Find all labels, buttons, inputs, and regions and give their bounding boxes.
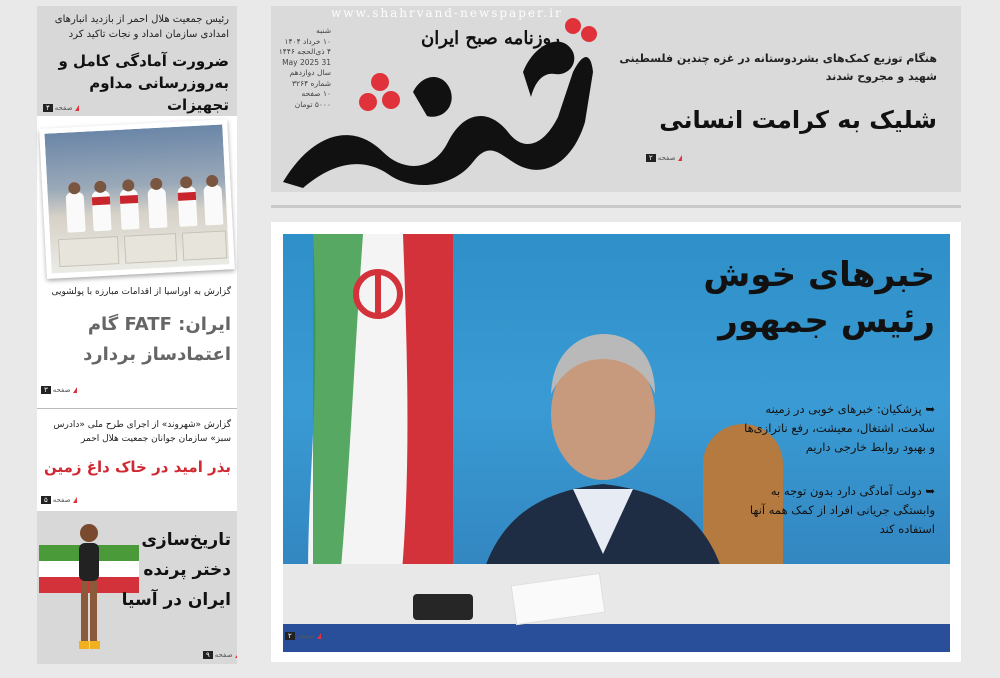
page-number: ۵ — [41, 496, 51, 504]
page-number: ۴ — [43, 104, 53, 112]
triangle-icon — [678, 155, 682, 161]
divider — [271, 205, 961, 208]
meta-date-fa: ۱۰ خرداد ۱۴۰۴ — [284, 36, 331, 46]
page-number: ۲ — [646, 154, 656, 162]
page-label: صفحه — [54, 104, 73, 112]
meta-year: سال دوازدهم — [289, 68, 331, 77]
page-reference[interactable] — [41, 386, 77, 394]
story-headline-fatf[interactable]: ایران: FATF گام اعتمادساز بردارد — [83, 314, 231, 365]
story-headline[interactable]: تاریخ‌سازی دختر پرنده ایران در آسیا — [121, 530, 231, 610]
triangle-icon — [73, 387, 77, 393]
triangle-icon — [317, 633, 321, 639]
main-headline[interactable]: خبرهای خوش رئیس جمهور — [703, 255, 935, 341]
triangle-icon — [75, 105, 79, 111]
issue-meta — [273, 26, 331, 110]
arrow-icon: ➥ — [925, 484, 935, 498]
page-label: صفحه — [214, 651, 233, 659]
story-headline-green-plan[interactable]: بذر امید در خاک داغ زمین — [43, 458, 231, 476]
story-athlete[interactable] — [37, 511, 237, 664]
page-number: ۳ — [41, 386, 51, 394]
meta-day: شنبه — [316, 26, 331, 35]
divider — [37, 408, 237, 409]
triangle-icon — [235, 652, 237, 658]
story-headline-gaza[interactable]: شلیک به کرامت انسانی — [659, 106, 937, 134]
page-number: ۹ — [203, 651, 213, 659]
meta-date-hijri: ۴ ذی‌الحجه ۱۴۴۶ — [278, 47, 331, 56]
page-label: صفحه — [52, 496, 71, 504]
story-headline[interactable]: ضرورت آمادگی کامل و به‌روزرسانی مداوم تجهیزات — [58, 52, 229, 114]
meta-issue: شماره ۳۲۶۴ — [292, 78, 331, 88]
page-reference[interactable] — [646, 154, 682, 162]
page-reference[interactable] — [43, 104, 79, 112]
warehouse-photo — [39, 119, 235, 279]
website-url[interactable]: www.shahrvand-newspaper.ir — [331, 6, 563, 20]
meta-date-en: 31 May 2025 — [282, 57, 331, 67]
page-label: صفحه — [657, 154, 676, 162]
story-kicker: گزارش به اوراسیا از اقدامات مبارزه با پولشویی — [51, 287, 231, 297]
bullet-text: دولت آمادگی دارد بدون توجه به وابستگی جریانی افراد از کمک همه آنها استفاده کند — [749, 484, 935, 536]
left-column — [37, 6, 237, 664]
bullet-text: پزشکیان: خبرهای خوبی در زمینه سلامت، اشتغال، معیشت، رفع ناترازی‌ها و بهبود روابط خارجی داریم — [744, 402, 935, 454]
meta-price: ۵۰۰۰ تومان — [294, 99, 331, 109]
main-bullet-1 — [735, 400, 935, 457]
main-story[interactable] — [271, 222, 961, 662]
tagline: روزنامه صبح ایران — [421, 28, 560, 49]
story-kicker: رئیس جمعیت هلال احمر از بازدید انبارهای امدادی سازمان امداد و نجات تاکید کرد — [54, 14, 229, 40]
page-reference[interactable] — [285, 632, 321, 640]
arrow-icon: ➥ — [925, 402, 935, 416]
meta-pages: ۱۰ صفحه — [301, 89, 331, 98]
page-label: صفحه — [296, 632, 315, 640]
main-bullet-2 — [735, 482, 935, 539]
masthead — [271, 6, 961, 192]
triangle-icon — [73, 497, 77, 503]
page-reference[interactable] — [41, 496, 77, 504]
story-kicker: هنگام توزیع کمک‌های بشردوستانه در غزه چندین فلسطینی شهید و مجروح شدند — [619, 52, 937, 83]
microphone — [413, 594, 473, 620]
story-red-crescent[interactable] — [37, 6, 237, 116]
athlete-image — [65, 521, 113, 661]
page-number: ۲ — [285, 632, 295, 640]
story-kicker: گزارش «شهروند» از اجرای طرح ملی «دادرس سبز» سازمان جوانان جمعیت هلال احمر — [53, 420, 231, 444]
page-reference[interactable] — [203, 651, 237, 659]
page-label: صفحه — [52, 386, 71, 394]
table-front — [283, 624, 950, 652]
